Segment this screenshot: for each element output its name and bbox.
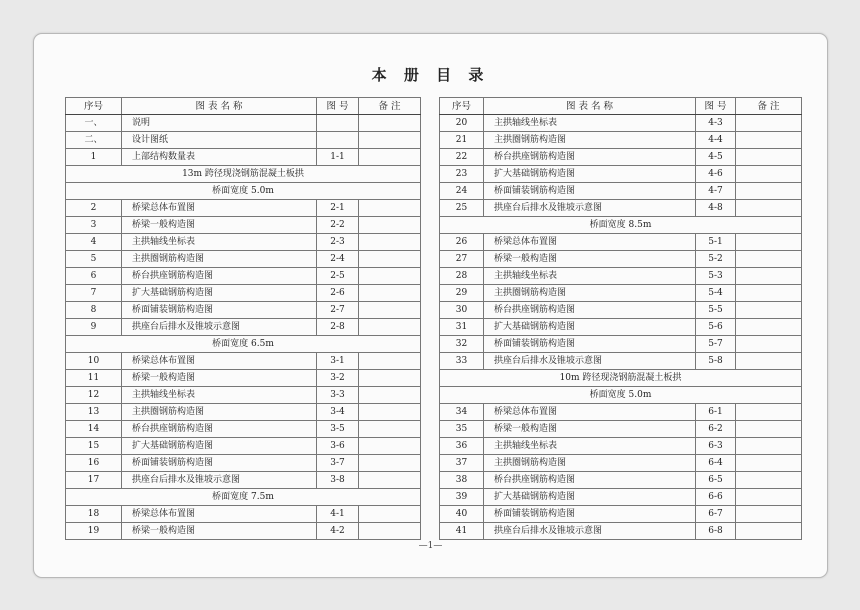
row-fig: 2-5: [317, 268, 359, 285]
row-name: 扩大基础钢筋构造图: [122, 438, 317, 455]
row-note: [359, 421, 421, 438]
row-name: 桥台拱座钢筋构造图: [122, 421, 317, 438]
table-row: [440, 336, 802, 353]
table-row: [66, 438, 421, 455]
row-name: 桥台拱座钢筋构造图: [484, 472, 696, 489]
row-name: 桥梁总体布置图: [122, 353, 317, 370]
row-name: 主拱轴线坐标表: [122, 234, 317, 251]
row-fig: 2-8: [317, 319, 359, 336]
row-fig: 3-4: [317, 404, 359, 421]
section-row: [440, 387, 802, 404]
row-note: [359, 523, 421, 540]
row-fig: 6-7: [696, 506, 736, 523]
row-name: 桥台拱座钢筋构造图: [484, 302, 696, 319]
row-seq: 32: [440, 336, 484, 353]
table-row: [66, 302, 421, 319]
section-heading: 10m 跨径现浇钢筋混凝土板拱: [440, 370, 802, 387]
row-seq: 9: [66, 319, 122, 336]
section-row: [440, 370, 802, 387]
row-fig: 5-8: [696, 353, 736, 370]
row-note: [736, 200, 802, 217]
table-row: [66, 523, 421, 540]
row-note: [359, 234, 421, 251]
table-row: [440, 268, 802, 285]
row-fig: 4-2: [317, 523, 359, 540]
row-fig: 4-3: [696, 115, 736, 132]
section-heading: 桥面宽度 7.5m: [66, 489, 421, 506]
row-seq: 35: [440, 421, 484, 438]
row-seq: 20: [440, 115, 484, 132]
row-seq: 31: [440, 319, 484, 336]
row-name: 主拱轴线坐标表: [484, 438, 696, 455]
table-row: [66, 268, 421, 285]
row-name: 主拱轴线坐标表: [484, 115, 696, 132]
table-row: [440, 166, 802, 183]
row-note: [359, 200, 421, 217]
table-row: [66, 506, 421, 523]
row-note: [359, 370, 421, 387]
row-note: [736, 506, 802, 523]
row-note: [359, 217, 421, 234]
row-fig: 3-6: [317, 438, 359, 455]
row-name: 主拱圈钢筋构造图: [484, 132, 696, 149]
header-seq: 序号: [440, 98, 484, 115]
table-row: [440, 353, 802, 370]
row-name: 主拱圈钢筋构造图: [484, 455, 696, 472]
row-seq: 14: [66, 421, 122, 438]
row-seq: 一、: [66, 115, 122, 132]
row-note: [359, 319, 421, 336]
table-row: [440, 234, 802, 251]
row-fig: 2-6: [317, 285, 359, 302]
header-fig: 图 号: [696, 98, 736, 115]
row-fig: 4-8: [696, 200, 736, 217]
section-row: [66, 336, 421, 353]
row-seq: 25: [440, 200, 484, 217]
row-seq: 15: [66, 438, 122, 455]
table-row: [440, 132, 802, 149]
table-row: [440, 489, 802, 506]
row-note: [359, 115, 421, 132]
row-name: 拱座台后排水及锥坡示意图: [122, 472, 317, 489]
row-fig: 4-4: [696, 132, 736, 149]
row-note: [736, 115, 802, 132]
row-note: [359, 268, 421, 285]
table-row: [66, 234, 421, 251]
table-row: [66, 285, 421, 302]
row-fig: 5-3: [696, 268, 736, 285]
row-note: [736, 251, 802, 268]
row-note: [736, 523, 802, 540]
row-name: 桥梁总体布置图: [484, 234, 696, 251]
page-title: 本 册 目 录: [371, 66, 490, 84]
table-row: [440, 472, 802, 489]
section-row: [440, 217, 802, 234]
row-fig: 4-5: [696, 149, 736, 166]
row-fig: 3-3: [317, 387, 359, 404]
row-note: [359, 302, 421, 319]
table-row: [66, 404, 421, 421]
row-seq: 30: [440, 302, 484, 319]
row-note: [736, 455, 802, 472]
row-fig: 3-1: [317, 353, 359, 370]
row-note: [359, 506, 421, 523]
row-name: 桥梁一般构造图: [484, 421, 696, 438]
row-name: 拱座台后排水及锥坡示意图: [484, 353, 696, 370]
section-row: [66, 489, 421, 506]
row-fig: 5-5: [696, 302, 736, 319]
row-seq: 5: [66, 251, 122, 268]
row-seq: 4: [66, 234, 122, 251]
row-fig: 2-1: [317, 200, 359, 217]
table-row: [440, 438, 802, 455]
section-heading: 13m 跨径现浇钢筋混凝土板拱: [66, 166, 421, 183]
row-note: [359, 132, 421, 149]
row-name: 设计图纸: [122, 132, 317, 149]
row-note: [736, 149, 802, 166]
row-seq: 19: [66, 523, 122, 540]
table-row: [440, 404, 802, 421]
row-fig: 2-3: [317, 234, 359, 251]
table-row: [440, 302, 802, 319]
toc-table-left: [65, 97, 421, 540]
row-note: [359, 285, 421, 302]
row-fig: 2-2: [317, 217, 359, 234]
row-name: 桥梁一般构造图: [122, 523, 317, 540]
row-fig: 3-5: [317, 421, 359, 438]
page-number: —1—: [418, 541, 443, 551]
row-fig: 6-6: [696, 489, 736, 506]
table-row: [66, 387, 421, 404]
row-fig: 6-1: [696, 404, 736, 421]
row-seq: 8: [66, 302, 122, 319]
row-note: [736, 336, 802, 353]
row-note: [736, 404, 802, 421]
row-note: [736, 268, 802, 285]
row-seq: 37: [440, 455, 484, 472]
row-seq: 1: [66, 149, 122, 166]
row-fig: 5-6: [696, 319, 736, 336]
row-seq: 22: [440, 149, 484, 166]
row-seq: 26: [440, 234, 484, 251]
table-row: [440, 149, 802, 166]
row-seq: 40: [440, 506, 484, 523]
header-seq: 序号: [66, 98, 122, 115]
row-seq: 7: [66, 285, 122, 302]
row-fig: 3-7: [317, 455, 359, 472]
table-row: [66, 251, 421, 268]
row-seq: 17: [66, 472, 122, 489]
row-seq: 二、: [66, 132, 122, 149]
table-row: [66, 132, 421, 149]
row-note: [736, 132, 802, 149]
row-fig: 2-7: [317, 302, 359, 319]
row-note: [359, 251, 421, 268]
table-header-row: [66, 98, 421, 115]
row-fig: 4-1: [317, 506, 359, 523]
row-seq: 38: [440, 472, 484, 489]
row-seq: 39: [440, 489, 484, 506]
table-row: [66, 115, 421, 132]
row-seq: 41: [440, 523, 484, 540]
table-row: [440, 183, 802, 200]
row-seq: 12: [66, 387, 122, 404]
section-row: [66, 183, 421, 200]
row-seq: 11: [66, 370, 122, 387]
row-name: 桥台拱座钢筋构造图: [122, 268, 317, 285]
row-name: 拱座台后排水及锥坡示意图: [484, 523, 696, 540]
row-fig: 1-1: [317, 149, 359, 166]
row-name: 桥面铺装钢筋构造图: [122, 455, 317, 472]
table-row: [440, 251, 802, 268]
table-row: [440, 421, 802, 438]
row-fig: 6-5: [696, 472, 736, 489]
row-note: [736, 302, 802, 319]
section-heading: 桥面宽度 8.5m: [440, 217, 802, 234]
table-row: [440, 455, 802, 472]
row-note: [359, 472, 421, 489]
row-note: [736, 438, 802, 455]
row-name: 主拱圈钢筋构造图: [122, 404, 317, 421]
row-fig: 3-8: [317, 472, 359, 489]
row-fig: 6-8: [696, 523, 736, 540]
row-fig: 5-7: [696, 336, 736, 353]
header-name: 图 表 名 称: [122, 98, 317, 115]
row-name: 主拱轴线坐标表: [122, 387, 317, 404]
row-name: 主拱圈钢筋构造图: [122, 251, 317, 268]
row-name: 扩大基础钢筋构造图: [122, 285, 317, 302]
table-row: [440, 115, 802, 132]
row-name: 桥面铺装钢筋构造图: [484, 506, 696, 523]
table-row: [66, 472, 421, 489]
section-heading: 桥面宽度 5.0m: [66, 183, 421, 200]
row-name: 桥面铺装钢筋构造图: [484, 336, 696, 353]
row-note: [736, 234, 802, 251]
row-note: [736, 183, 802, 200]
row-seq: 13: [66, 404, 122, 421]
table-row: [66, 455, 421, 472]
row-note: [736, 472, 802, 489]
row-note: [736, 421, 802, 438]
document-page: [33, 33, 828, 578]
row-seq: 27: [440, 251, 484, 268]
row-seq: 33: [440, 353, 484, 370]
row-name: 拱座台后排水及锥坡示意图: [122, 319, 317, 336]
row-note: [736, 285, 802, 302]
row-seq: 36: [440, 438, 484, 455]
row-name: 桥面铺装钢筋构造图: [122, 302, 317, 319]
section-heading: 桥面宽度 5.0m: [440, 387, 802, 404]
row-seq: 16: [66, 455, 122, 472]
row-name: 桥梁一般构造图: [122, 370, 317, 387]
table-row: [66, 421, 421, 438]
row-seq: 10: [66, 353, 122, 370]
row-fig: 3-2: [317, 370, 359, 387]
table-row: [66, 200, 421, 217]
row-name: 扩大基础钢筋构造图: [484, 319, 696, 336]
row-seq: 34: [440, 404, 484, 421]
row-fig: 2-4: [317, 251, 359, 268]
header-note: 备 注: [736, 98, 802, 115]
row-name: 扩大基础钢筋构造图: [484, 489, 696, 506]
table-row: [66, 319, 421, 336]
header-name: 图 表 名 称: [484, 98, 696, 115]
row-name: 桥面铺装钢筋构造图: [484, 183, 696, 200]
row-name: 拱座台后排水及锥坡示意图: [484, 200, 696, 217]
row-note: [736, 353, 802, 370]
row-fig: 4-7: [696, 183, 736, 200]
row-note: [359, 438, 421, 455]
row-note: [736, 319, 802, 336]
row-seq: 2: [66, 200, 122, 217]
header-fig: 图 号: [317, 98, 359, 115]
row-seq: 21: [440, 132, 484, 149]
section-heading: 桥面宽度 6.5m: [66, 336, 421, 353]
table-row: [440, 285, 802, 302]
row-fig: [317, 115, 359, 132]
row-name: 桥梁总体布置图: [484, 404, 696, 421]
row-name: 上部结构数量表: [122, 149, 317, 166]
row-name: 桥梁一般构造图: [484, 251, 696, 268]
row-note: [736, 489, 802, 506]
row-name: 说明: [122, 115, 317, 132]
section-row: [66, 166, 421, 183]
toc-table-right: [439, 97, 802, 540]
row-name: 桥梁总体布置图: [122, 506, 317, 523]
row-name: 主拱圈钢筋构造图: [484, 285, 696, 302]
row-seq: 18: [66, 506, 122, 523]
table-row: [66, 353, 421, 370]
row-fig: 6-2: [696, 421, 736, 438]
row-fig: 5-1: [696, 234, 736, 251]
row-seq: 3: [66, 217, 122, 234]
row-name: 桥梁一般构造图: [122, 217, 317, 234]
table-row: [440, 319, 802, 336]
row-note: [736, 166, 802, 183]
row-seq: 24: [440, 183, 484, 200]
row-seq: 23: [440, 166, 484, 183]
table-row: [440, 200, 802, 217]
row-note: [359, 387, 421, 404]
table-row: [66, 370, 421, 387]
table-row: [66, 149, 421, 166]
row-fig: 4-6: [696, 166, 736, 183]
row-name: 桥梁总体布置图: [122, 200, 317, 217]
row-fig: 6-4: [696, 455, 736, 472]
table-row: [440, 506, 802, 523]
row-note: [359, 149, 421, 166]
table-header-row: [440, 98, 802, 115]
row-note: [359, 455, 421, 472]
table-row: [66, 217, 421, 234]
row-name: 主拱轴线坐标表: [484, 268, 696, 285]
row-fig: 5-4: [696, 285, 736, 302]
header-note: 备 注: [359, 98, 421, 115]
row-name: 扩大基础钢筋构造图: [484, 166, 696, 183]
row-name: 桥台拱座钢筋构造图: [484, 149, 696, 166]
table-row: [440, 523, 802, 540]
row-seq: 29: [440, 285, 484, 302]
row-note: [359, 404, 421, 421]
row-note: [359, 353, 421, 370]
row-seq: 28: [440, 268, 484, 285]
row-fig: 6-3: [696, 438, 736, 455]
row-fig: [317, 132, 359, 149]
row-seq: 6: [66, 268, 122, 285]
row-fig: 5-2: [696, 251, 736, 268]
